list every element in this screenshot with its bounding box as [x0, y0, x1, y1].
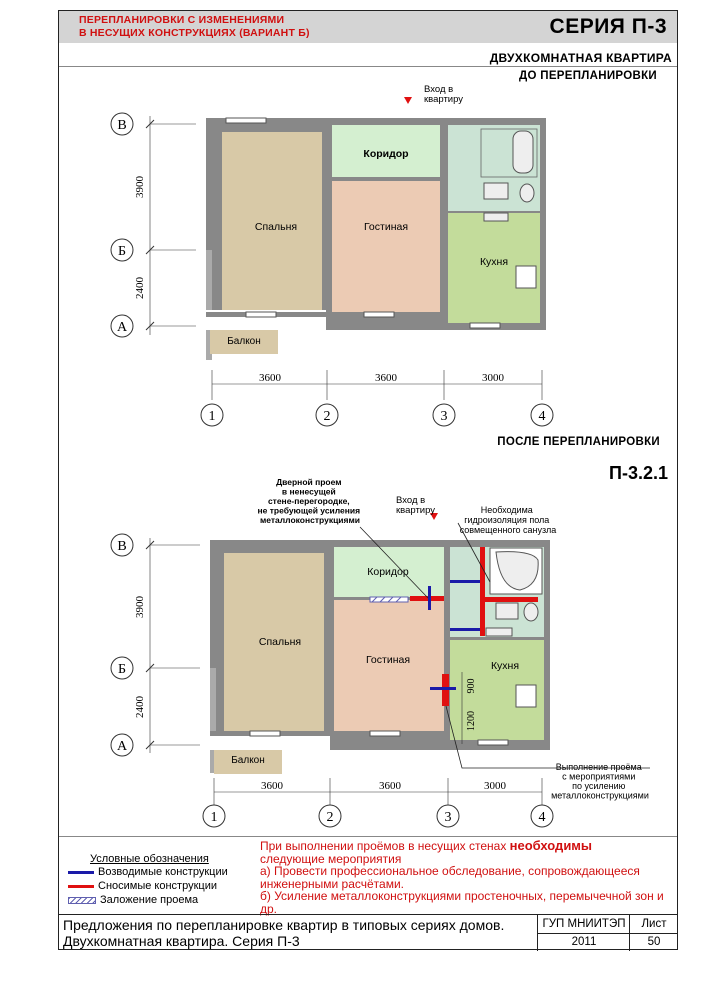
legend-item-blocked: Заложение проема [64, 893, 228, 907]
legend-swatch-demolished [68, 885, 94, 888]
room-label-living-after: Гостиная [365, 654, 411, 666]
title-block [59, 914, 677, 951]
col-dim-3: 3000 [482, 372, 504, 384]
footer-sheet-label: Лист [629, 915, 678, 934]
legend-item-demolished: Сносимые конструкции [64, 879, 228, 893]
axis-row-a-after: А [116, 739, 128, 754]
entrance-label-after: Вход в квартиру [396, 495, 436, 516]
plan-before [111, 84, 553, 426]
axis-col-1-after: 1 [210, 810, 218, 825]
footer-year: 2011 [537, 933, 630, 951]
apartment-type: ДВУХКОМНАТНАЯ КВАРТИРА [489, 51, 672, 65]
room-label-corridor-after: Коридор [367, 566, 409, 578]
axis-row-b-after: Б [117, 662, 127, 677]
room-label-living: Гостиная [363, 221, 409, 233]
row-dim-2: 2400 [134, 277, 146, 299]
col-dim-3-after: 3000 [484, 780, 506, 792]
col-dim-2: 3600 [375, 372, 397, 384]
room-label-bedroom: Спальня [254, 221, 298, 233]
legend-item-built: Возводимые конструкции [64, 865, 228, 879]
room-label-balcony-after: Балкон [231, 755, 265, 766]
requirements-note: При выполнении проёмов в несущих стенах необходимы следующие мероприятия а) Провести профессиональное обследование, сопровождающееся инженерными расчётами. б) Усиление металлоконструкциями простеночных, перемычечной зон и др. [260, 840, 670, 915]
room-label-bedroom-after: Спальня [258, 636, 302, 648]
legend-swatch-built [68, 871, 94, 874]
built-wall-1 [428, 586, 431, 610]
header-line-2: В НЕСУЩИХ КОНСТРУКЦИЯХ (ВАРИАНТ Б) [79, 27, 310, 39]
axis-col-1: 1 [208, 409, 216, 424]
col-dim-1: 3600 [259, 372, 281, 384]
before-title: ДО ПЕРЕПЛАНИРОВКИ [519, 70, 657, 82]
row-dim-1-after: 3900 [134, 596, 146, 618]
dim-900: 900 [466, 678, 477, 694]
demolished-wall-2 [480, 597, 538, 602]
row-dim-1: 3900 [134, 176, 146, 198]
variant-code: П-3.2.1 [609, 463, 668, 483]
legend [64, 853, 228, 907]
axis-col-2: 2 [323, 409, 331, 424]
after-title: ПОСЛЕ ПЕРЕПЛАНИРОВКИ [497, 436, 660, 448]
axis-col-4: 4 [538, 409, 546, 424]
col-dim-1-after: 3600 [261, 780, 283, 792]
footer-org: ГУП МНИИТЭП [537, 915, 630, 934]
plan-after [111, 477, 650, 827]
series-title: СЕРИЯ П-3 [549, 15, 667, 38]
dim-1200: 1200 [466, 711, 477, 731]
entrance-label-before: Вход в квартиру [424, 84, 464, 105]
room-label-kitchen-after: Кухня [490, 660, 520, 672]
note-item-b: б) Усиление металлоконструкциями простеночных, перемычечной зон и др. [260, 889, 664, 916]
note-item-a: а) Провести профессиональное обследование, сопровождающееся инженерными расчётами. [260, 864, 640, 891]
room-label-balcony: Балкон [227, 336, 261, 347]
axis-col-3: 3 [440, 409, 448, 424]
divider-notes [59, 836, 677, 837]
room-label-kitchen: Кухня [479, 256, 509, 268]
axis-col-2-after: 2 [326, 810, 334, 825]
footer-title: Предложения по перепланировке квартир в типовых сериях домов. Двухкомнатная квартира. Серия П-3 [63, 917, 505, 949]
room-label-corridor: Коридор [363, 148, 409, 160]
legend-title: Условные обозначения [90, 853, 209, 865]
axis-row-b: Б [117, 244, 127, 259]
note-opening-reinforce: Выполнение проёма с мероприятиями по усилению металлоконструкциями [551, 762, 649, 801]
axis-row-v: В [117, 118, 127, 133]
living-before [332, 181, 440, 312]
axis-row-v-after: В [117, 539, 127, 554]
footer-sheet-number: 50 [629, 933, 678, 951]
legend-swatch-blocked [68, 897, 96, 904]
note-door-opening: Дверной проем в ненесущей стене-перегородке, не требующей усиления металлоконструкциями [257, 477, 361, 525]
header-line-1: ПЕРЕПЛАНИРОВКИ С ИЗМЕНЕНИЯМИ [79, 14, 285, 26]
col-dim-2-after: 3600 [379, 780, 401, 792]
row-dim-2-after: 2400 [134, 696, 146, 718]
entrance-marker-before [404, 97, 412, 104]
note-waterproofing: Необходима гидроизоляция пола совмещенного санузла [459, 505, 557, 535]
axis-col-4-after: 4 [538, 810, 546, 825]
axis-row-a: А [116, 320, 128, 335]
axis-col-3-after: 3 [444, 810, 452, 825]
